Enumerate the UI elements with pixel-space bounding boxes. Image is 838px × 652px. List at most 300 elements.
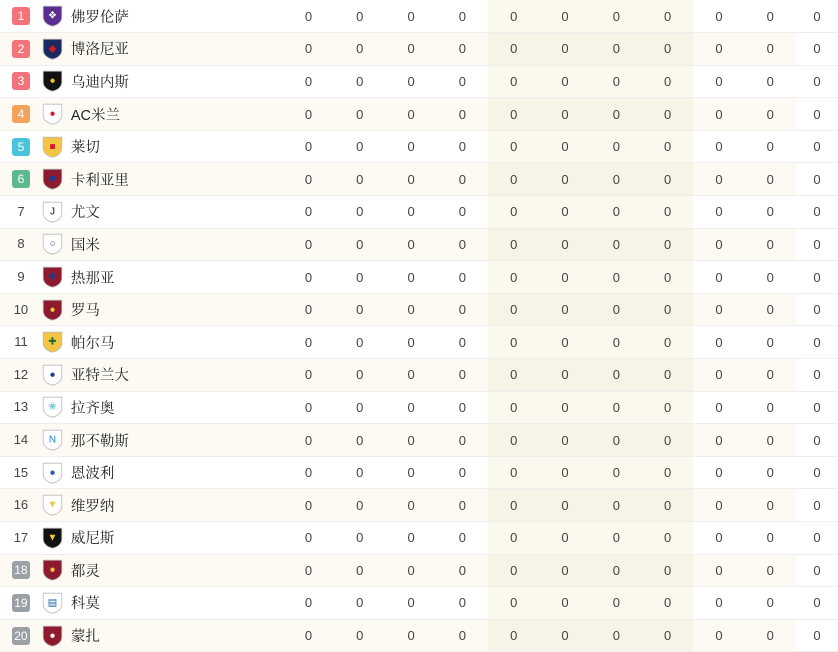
rank-badge: 3 [12, 72, 30, 90]
svg-text:●: ● [49, 369, 56, 381]
stat-cell: 0 [334, 196, 385, 229]
table-row[interactable] [0, 163, 838, 196]
stat-cell: 0 [437, 424, 488, 457]
stat-cell: 0 [591, 293, 642, 326]
stat-cell: 0 [796, 424, 838, 457]
team-inner [42, 70, 283, 92]
stat-cell: 0 [488, 33, 539, 66]
team-inner [42, 299, 283, 321]
stat-cell: 0 [437, 261, 488, 294]
stat-cell: 0 [334, 98, 385, 131]
rank-cell [0, 456, 42, 489]
verona-crest [42, 494, 63, 516]
rank-cell [0, 522, 42, 555]
stat-cell: 0 [642, 554, 693, 587]
rank-badge: 6 [12, 170, 30, 188]
stat-cell: 0 [591, 33, 642, 66]
stat-cell: 0 [591, 163, 642, 196]
stat-cell: 0 [437, 359, 488, 392]
stat-cell: 0 [385, 359, 436, 392]
stat-cell: 0 [385, 489, 436, 522]
table-row[interactable] [0, 554, 838, 587]
team-name: 罗马 [70, 303, 100, 320]
stat-cell: 0 [591, 391, 642, 424]
team-inner [42, 38, 283, 60]
svg-text:●: ● [49, 75, 56, 87]
rank-cell [0, 554, 42, 587]
team-name: 威尼斯 [70, 531, 115, 548]
svg-text:■: ■ [49, 141, 56, 153]
rank-number: 15 [13, 464, 29, 480]
stat-cell: 0 [745, 391, 796, 424]
stat-cell: 0 [385, 424, 436, 457]
team-inner [42, 527, 283, 549]
table-row[interactable] [0, 359, 838, 392]
team-cell[interactable] [42, 130, 283, 163]
stat-cell: 0 [539, 261, 590, 294]
stat-cell: 0 [539, 424, 590, 457]
monza-crest [42, 625, 63, 647]
stat-cell: 0 [693, 261, 744, 294]
stat-cell: 0 [385, 130, 436, 163]
stat-cell: 0 [283, 196, 334, 229]
stat-cell: 0 [334, 65, 385, 98]
rank-badge: 4 [12, 105, 30, 123]
team-name: 科莫 [70, 596, 100, 613]
stat-cell: 0 [385, 554, 436, 587]
stat-cell: 0 [488, 163, 539, 196]
team-cell[interactable] [42, 163, 283, 196]
team-cell[interactable] [42, 326, 283, 359]
team-cell[interactable] [42, 0, 283, 33]
stat-cell: 0 [539, 163, 590, 196]
svg-text:✚: ✚ [48, 336, 57, 348]
team-inner [42, 103, 283, 125]
stat-cell: 0 [591, 424, 642, 457]
atalanta-crest [42, 364, 63, 386]
stat-cell: 0 [488, 424, 539, 457]
stat-cell: 0 [591, 359, 642, 392]
rank-badge: 5 [12, 138, 30, 156]
rank-cell [0, 130, 42, 163]
team-inner [42, 429, 283, 451]
stat-cell: 0 [796, 33, 838, 66]
team-inner [42, 462, 283, 484]
stat-cell: 0 [693, 619, 744, 652]
rank-cell [0, 98, 42, 131]
stat-cell: 0 [437, 65, 488, 98]
stat-cell: 0 [334, 489, 385, 522]
acmilan-crest [42, 103, 63, 125]
team-cell[interactable] [42, 228, 283, 261]
rank-number: 16 [13, 497, 29, 513]
stat-cell: 0 [591, 522, 642, 555]
stat-cell: 0 [796, 261, 838, 294]
stat-cell: 0 [591, 228, 642, 261]
table-row[interactable] [0, 489, 838, 522]
table-row[interactable] [0, 587, 838, 620]
team-name: 卡利亚里 [70, 172, 129, 189]
stat-cell: 0 [693, 0, 744, 33]
rank-cell [0, 33, 42, 66]
stat-cell: 0 [642, 65, 693, 98]
stat-cell: 0 [437, 163, 488, 196]
stat-cell: 0 [642, 33, 693, 66]
team-cell[interactable] [42, 522, 283, 555]
stat-cell: 0 [796, 98, 838, 131]
stat-cell: 0 [693, 456, 744, 489]
table-row[interactable] [0, 98, 838, 131]
rank-badge: 18 [12, 561, 30, 579]
team-name: 尤文 [70, 205, 100, 222]
table-row[interactable] [0, 619, 838, 652]
team-cell[interactable] [42, 424, 283, 457]
stat-cell: 0 [488, 391, 539, 424]
stat-cell: 0 [539, 489, 590, 522]
rank-cell [0, 261, 42, 294]
cagliari-crest [42, 168, 63, 190]
stat-cell: 0 [539, 98, 590, 131]
svg-text:■: ■ [49, 173, 56, 185]
stat-cell: 0 [745, 130, 796, 163]
empoli-crest [42, 462, 63, 484]
stat-cell: 0 [796, 587, 838, 620]
stat-cell: 0 [385, 391, 436, 424]
udinese-crest [42, 70, 63, 92]
team-inner [42, 625, 283, 647]
team-name: 博洛尼亚 [70, 42, 129, 59]
stat-cell: 0 [745, 424, 796, 457]
team-cell[interactable] [42, 33, 283, 66]
stat-cell: 0 [591, 65, 642, 98]
stat-cell: 0 [334, 0, 385, 33]
stat-cell: 0 [283, 163, 334, 196]
napoli-crest [42, 429, 63, 451]
stat-cell: 0 [591, 0, 642, 33]
team-name: 帕尔马 [70, 335, 115, 352]
stat-cell: 0 [693, 228, 744, 261]
stat-cell: 0 [591, 130, 642, 163]
stat-cell: 0 [283, 587, 334, 620]
stat-cell: 0 [745, 359, 796, 392]
team-inner [42, 331, 283, 353]
stat-cell: 0 [539, 456, 590, 489]
table-row[interactable] [0, 326, 838, 359]
stat-cell: 0 [642, 456, 693, 489]
stat-cell: 0 [283, 293, 334, 326]
stat-cell: 0 [385, 163, 436, 196]
table-row[interactable] [0, 33, 838, 66]
rank-cell [0, 196, 42, 229]
table-row[interactable] [0, 0, 838, 33]
stat-cell: 0 [745, 456, 796, 489]
team-name: 乌迪内斯 [70, 74, 129, 91]
stat-cell: 0 [488, 261, 539, 294]
rank-number: 11 [14, 334, 28, 350]
team-inner [42, 559, 283, 581]
stat-cell: 0 [334, 359, 385, 392]
stat-cell: 0 [796, 456, 838, 489]
team-cell[interactable] [42, 65, 283, 98]
stat-cell: 0 [642, 359, 693, 392]
stat-cell: 0 [283, 261, 334, 294]
stat-cell: 0 [437, 0, 488, 33]
rank-badge: 2 [12, 40, 30, 58]
team-inner [42, 396, 283, 418]
rank-cell [0, 619, 42, 652]
stat-cell: 0 [437, 326, 488, 359]
team-cell[interactable] [42, 261, 283, 294]
stat-cell: 0 [437, 554, 488, 587]
stat-cell: 0 [385, 261, 436, 294]
team-cell[interactable] [42, 554, 283, 587]
team-cell[interactable] [42, 619, 283, 652]
stat-cell: 0 [539, 522, 590, 555]
table-row[interactable] [0, 522, 838, 555]
stat-cell: 0 [283, 228, 334, 261]
stat-cell: 0 [488, 587, 539, 620]
stat-cell: 0 [437, 33, 488, 66]
stat-cell: 0 [642, 424, 693, 457]
stat-cell: 0 [385, 0, 436, 33]
roma-crest [42, 299, 63, 321]
rank-number: 8 [17, 236, 25, 252]
stat-cell: 0 [334, 391, 385, 424]
table-row[interactable] [0, 196, 838, 229]
stat-cell: 0 [334, 619, 385, 652]
stat-cell: 0 [437, 98, 488, 131]
team-cell[interactable] [42, 359, 283, 392]
stat-cell: 0 [796, 0, 838, 33]
stat-cell: 0 [693, 196, 744, 229]
rank-cell [0, 424, 42, 457]
team-inner [42, 592, 283, 614]
stat-cell: 0 [488, 522, 539, 555]
team-name: 国米 [70, 237, 100, 254]
svg-text:N: N [48, 434, 57, 446]
team-inner [42, 168, 283, 190]
stat-cell: 0 [539, 228, 590, 261]
stat-cell: 0 [693, 65, 744, 98]
stat-cell: 0 [642, 163, 693, 196]
stat-cell: 0 [385, 196, 436, 229]
stat-cell: 0 [796, 522, 838, 555]
stat-cell: 0 [385, 587, 436, 620]
table-row[interactable] [0, 293, 838, 326]
team-inner [42, 266, 283, 288]
rank-number: 12 [13, 366, 29, 382]
stat-cell: 0 [488, 228, 539, 261]
stat-cell: 0 [591, 619, 642, 652]
stat-cell: 0 [642, 587, 693, 620]
team-cell[interactable] [42, 587, 283, 620]
fiorentina-crest [42, 5, 63, 27]
stat-cell: 0 [488, 293, 539, 326]
stat-cell: 0 [539, 359, 590, 392]
stat-cell: 0 [642, 489, 693, 522]
parma-crest [42, 331, 63, 353]
stat-cell: 0 [488, 130, 539, 163]
stat-cell: 0 [693, 98, 744, 131]
stat-cell: 0 [334, 424, 385, 457]
team-cell[interactable] [42, 489, 283, 522]
stat-cell: 0 [437, 130, 488, 163]
stat-cell: 0 [745, 163, 796, 196]
svg-text:●: ● [49, 564, 56, 576]
team-cell[interactable] [42, 293, 283, 326]
team-inner [42, 5, 283, 27]
rank-number: 13 [13, 399, 29, 415]
stat-cell: 0 [693, 130, 744, 163]
stat-cell: 0 [437, 619, 488, 652]
rank-cell [0, 391, 42, 424]
stat-cell: 0 [693, 33, 744, 66]
stat-cell: 0 [334, 326, 385, 359]
stat-cell: 0 [591, 489, 642, 522]
stat-cell: 0 [693, 359, 744, 392]
stat-cell: 0 [745, 326, 796, 359]
stat-cell: 0 [437, 196, 488, 229]
stat-cell: 0 [283, 554, 334, 587]
svg-text:✚: ✚ [48, 271, 57, 283]
rank-cell [0, 65, 42, 98]
stat-cell: 0 [334, 130, 385, 163]
team-name: 那不勒斯 [70, 433, 129, 450]
table-row[interactable] [0, 261, 838, 294]
stat-cell: 0 [385, 456, 436, 489]
stat-cell: 0 [745, 261, 796, 294]
stat-cell: 0 [642, 522, 693, 555]
svg-text:●: ● [49, 630, 56, 642]
team-cell[interactable] [42, 456, 283, 489]
team-name: 蒙扎 [70, 629, 100, 646]
stat-cell: 0 [283, 98, 334, 131]
stat-cell: 0 [745, 98, 796, 131]
stat-cell: 0 [283, 522, 334, 555]
stat-cell: 0 [796, 228, 838, 261]
stat-cell: 0 [488, 65, 539, 98]
stat-cell: 0 [334, 554, 385, 587]
stat-cell: 0 [591, 587, 642, 620]
stat-cell: 0 [796, 619, 838, 652]
team-name: 亚特兰大 [70, 368, 129, 385]
svg-text:●: ● [49, 108, 56, 120]
stat-cell: 0 [591, 554, 642, 587]
rank-number: 14 [13, 432, 29, 448]
stat-cell: 0 [488, 196, 539, 229]
stat-cell: 0 [796, 326, 838, 359]
como-crest [42, 592, 63, 614]
stat-cell: 0 [591, 98, 642, 131]
svg-text:❀: ❀ [48, 401, 57, 413]
stat-cell: 0 [539, 0, 590, 33]
stat-cell: 0 [796, 163, 838, 196]
stat-cell: 0 [591, 196, 642, 229]
rank-cell [0, 293, 42, 326]
stat-cell: 0 [796, 65, 838, 98]
stat-cell: 0 [693, 554, 744, 587]
team-name: 佛罗伦萨 [70, 9, 129, 26]
team-cell[interactable] [42, 391, 283, 424]
stat-cell: 0 [334, 293, 385, 326]
stat-cell: 0 [745, 196, 796, 229]
stat-cell: 0 [796, 391, 838, 424]
stat-cell: 0 [334, 456, 385, 489]
stat-cell: 0 [437, 456, 488, 489]
stat-cell: 0 [437, 391, 488, 424]
stat-cell: 0 [539, 587, 590, 620]
svg-text:●: ● [49, 304, 56, 316]
stat-cell: 0 [488, 0, 539, 33]
stat-cell: 0 [539, 391, 590, 424]
stat-cell: 0 [693, 522, 744, 555]
rank-number: 7 [17, 203, 25, 219]
stat-cell: 0 [437, 522, 488, 555]
stat-cell: 0 [642, 0, 693, 33]
stat-cell: 0 [283, 65, 334, 98]
stat-cell: 0 [693, 326, 744, 359]
table-row[interactable] [0, 424, 838, 457]
stat-cell: 0 [796, 359, 838, 392]
stat-cell: 0 [591, 456, 642, 489]
torino-crest [42, 559, 63, 581]
stat-cell: 0 [745, 228, 796, 261]
stat-cell: 0 [642, 391, 693, 424]
stat-cell: 0 [539, 33, 590, 66]
stat-cell: 0 [539, 65, 590, 98]
table-row[interactable] [0, 456, 838, 489]
stat-cell: 0 [488, 456, 539, 489]
stat-cell: 0 [796, 489, 838, 522]
table-row[interactable] [0, 130, 838, 163]
stat-cell: 0 [334, 261, 385, 294]
rank-cell [0, 587, 42, 620]
team-cell[interactable] [42, 196, 283, 229]
stat-cell: 0 [488, 98, 539, 131]
rank-cell [0, 0, 42, 33]
stat-cell: 0 [334, 163, 385, 196]
svg-text:J: J [49, 206, 55, 218]
table-row[interactable] [0, 391, 838, 424]
stat-cell: 0 [385, 33, 436, 66]
stat-cell: 0 [642, 261, 693, 294]
stat-cell: 0 [437, 489, 488, 522]
stat-cell: 0 [437, 228, 488, 261]
stat-cell: 0 [539, 326, 590, 359]
table-row[interactable] [0, 65, 838, 98]
team-name: 维罗纳 [70, 498, 115, 515]
stat-cell: 0 [283, 489, 334, 522]
stat-cell: 0 [591, 261, 642, 294]
stat-cell: 0 [745, 554, 796, 587]
rank-cell [0, 359, 42, 392]
table-row[interactable] [0, 228, 838, 261]
stat-cell: 0 [642, 326, 693, 359]
stat-cell: 0 [642, 98, 693, 131]
team-cell[interactable] [42, 98, 283, 131]
stat-cell: 0 [488, 554, 539, 587]
stat-cell: 0 [745, 522, 796, 555]
stat-cell: 0 [283, 130, 334, 163]
stat-cell: 0 [334, 228, 385, 261]
stat-cell: 0 [796, 293, 838, 326]
stat-cell: 0 [642, 130, 693, 163]
rank-badge: 20 [12, 627, 30, 645]
stat-cell: 0 [385, 522, 436, 555]
stat-cell: 0 [745, 65, 796, 98]
stat-cell: 0 [283, 0, 334, 33]
rank-cell [0, 326, 42, 359]
